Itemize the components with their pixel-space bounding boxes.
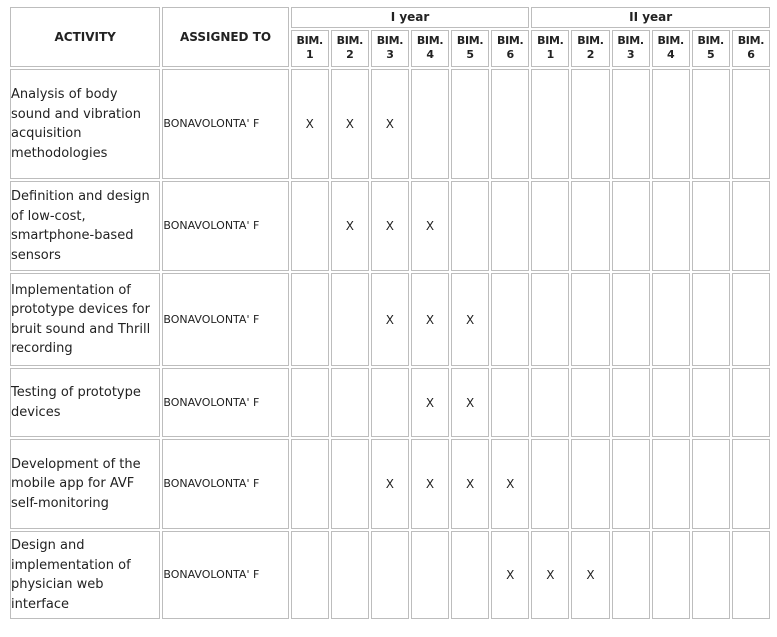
bimester-mark-cell xyxy=(732,181,770,271)
bimester-number: 3 xyxy=(626,48,635,62)
bimester-mark-cell xyxy=(571,273,609,366)
bimester-number: 6 xyxy=(506,48,514,62)
bimester-label: BIM. xyxy=(497,34,524,48)
assigned-to-cell: BONAVOLONTA' F xyxy=(162,531,288,619)
bimester-header xyxy=(371,30,409,67)
activity-cell: Definition and design of low-cost, smartphone-based sensors xyxy=(10,181,160,271)
activity-cell: Implementation of prototype devices for bruit sound and Thrill recording xyxy=(10,273,160,366)
bimester-mark-cell xyxy=(451,531,489,619)
activity-cell: Analysis of body sound and vibration acquisition methodologies xyxy=(10,69,160,179)
bimester-mark-cell: X xyxy=(411,273,449,366)
activity-cell: Development of the mobile app for AVF self-monitoring xyxy=(10,439,160,529)
bimester-mark-cell: X xyxy=(371,69,409,179)
bimester-mark-cell xyxy=(692,531,730,619)
bimester-header xyxy=(331,30,369,67)
bimester-mark-cell xyxy=(612,69,650,179)
bimester-number: 5 xyxy=(707,48,715,62)
bimester-mark-cell xyxy=(291,439,329,529)
bimester-label: BIM. xyxy=(737,34,765,48)
bimester-number: 3 xyxy=(386,48,394,62)
bimester-mark-cell: X xyxy=(451,273,489,366)
bimester-header xyxy=(491,30,529,67)
bimester-label: BIM. xyxy=(537,34,564,48)
bimester-mark-cell xyxy=(531,69,569,179)
bimester-mark-cell xyxy=(571,69,609,179)
bimester-number: 4 xyxy=(426,48,434,62)
bimester-mark-cell xyxy=(531,439,569,529)
bimester-header xyxy=(692,30,730,67)
bimester-mark-cell xyxy=(531,368,569,437)
bimester-mark-cell: X xyxy=(371,273,409,366)
bimester-number: 1 xyxy=(546,48,555,62)
bimester-mark-cell xyxy=(652,273,690,366)
bimester-label: BIM. xyxy=(336,34,364,48)
bimester-mark-cell xyxy=(331,531,369,619)
bimester-mark-cell xyxy=(612,439,650,529)
bimester-mark-cell xyxy=(732,368,770,437)
bimester-mark-cell xyxy=(571,368,609,437)
bimester-number: 1 xyxy=(306,48,314,62)
bimester-number: 2 xyxy=(346,48,354,62)
bimester-mark-cell: X xyxy=(491,439,529,529)
bimester-mark-cell xyxy=(411,69,449,179)
bimester-label: BIM. xyxy=(617,34,644,48)
bimester-mark-cell xyxy=(331,273,369,366)
table-row xyxy=(10,531,770,619)
bimester-label: BIM. xyxy=(296,34,323,48)
bimester-mark-cell xyxy=(291,181,329,271)
bimester-mark-cell xyxy=(692,181,730,271)
bimester-mark-cell: X xyxy=(331,181,369,271)
activity-schedule-table xyxy=(8,5,772,621)
bimester-mark-cell: X xyxy=(371,439,409,529)
bimester-mark-cell: X xyxy=(451,368,489,437)
assigned-to-cell: BONAVOLONTA' F xyxy=(162,181,288,271)
bimester-mark-cell xyxy=(652,439,690,529)
bimester-mark-cell xyxy=(612,368,650,437)
table-row xyxy=(10,273,770,366)
bimester-mark-cell xyxy=(652,181,690,271)
bimester-mark-cell xyxy=(491,368,529,437)
bimester-header xyxy=(451,30,489,67)
assigned-to-cell: BONAVOLONTA' F xyxy=(162,368,288,437)
header-row-years xyxy=(10,7,770,28)
table-row xyxy=(10,439,770,529)
bimester-number: 6 xyxy=(747,48,755,62)
bimester-mark-cell xyxy=(732,273,770,366)
activity-cell: Design and implementation of physician web interface xyxy=(10,531,160,619)
bimester-mark-cell: X xyxy=(331,69,369,179)
bimester-mark-cell xyxy=(652,368,690,437)
bimester-mark-cell xyxy=(612,181,650,271)
assigned-to-cell: BONAVOLONTA' F xyxy=(162,273,288,366)
table-row xyxy=(10,181,770,271)
bimester-mark-cell: X xyxy=(411,439,449,529)
bimester-mark-cell: X xyxy=(411,181,449,271)
bimester-header xyxy=(732,30,770,67)
table-row xyxy=(10,69,770,179)
assigned-to-cell: BONAVOLONTA' F xyxy=(162,69,288,179)
bimester-mark-cell xyxy=(331,439,369,529)
bimester-header xyxy=(652,30,690,67)
bimester-mark-cell: X xyxy=(571,531,609,619)
bimester-mark-cell xyxy=(371,368,409,437)
bimester-mark-cell xyxy=(451,181,489,271)
activity-cell: Testing of prototype devices xyxy=(10,368,160,437)
bimester-mark-cell xyxy=(491,181,529,271)
bimester-label: BIM. xyxy=(657,34,684,48)
bimester-mark-cell xyxy=(531,273,569,366)
bimester-mark-cell xyxy=(531,181,569,271)
bimester-label: BIM. xyxy=(416,34,444,48)
bimester-mark-cell xyxy=(411,531,449,619)
bimester-mark-cell xyxy=(571,181,609,271)
bimester-number: 4 xyxy=(666,48,675,62)
bimester-mark-cell xyxy=(652,69,690,179)
bimester-mark-cell xyxy=(692,69,730,179)
bimester-number: 5 xyxy=(466,48,474,62)
bimester-mark-cell xyxy=(491,273,529,366)
bimester-header xyxy=(531,30,569,67)
bimester-mark-cell: X xyxy=(531,531,569,619)
bimester-mark-cell xyxy=(291,531,329,619)
bimester-mark-cell: X xyxy=(451,439,489,529)
bimester-label: BIM. xyxy=(697,34,724,48)
bimester-mark-cell xyxy=(451,69,489,179)
bimester-header xyxy=(571,30,609,67)
bimester-header xyxy=(411,30,449,67)
bimester-header xyxy=(291,30,329,67)
bimester-mark-cell: X xyxy=(371,181,409,271)
bimester-mark-cell: X xyxy=(411,368,449,437)
bimester-mark-cell xyxy=(331,368,369,437)
bimester-number: 2 xyxy=(586,48,595,62)
bimester-mark-cell xyxy=(571,439,609,529)
bimester-mark-cell xyxy=(692,273,730,366)
assigned-to-cell: BONAVOLONTA' F xyxy=(162,439,288,529)
assigned-to-column-header: ASSIGNED TO xyxy=(162,7,288,67)
bimester-mark-cell xyxy=(692,368,730,437)
bimester-mark-cell xyxy=(371,531,409,619)
table-row xyxy=(10,368,770,437)
bimester-mark-cell xyxy=(291,368,329,437)
bimester-mark-cell xyxy=(652,531,690,619)
activity-column-header: ACTIVITY xyxy=(10,7,160,67)
year-2-header: II year xyxy=(531,7,770,28)
bimester-mark-cell xyxy=(692,439,730,529)
bimester-mark-cell xyxy=(732,531,770,619)
bimester-mark-cell xyxy=(491,69,529,179)
bimester-label: BIM. xyxy=(376,34,404,48)
bimester-mark-cell xyxy=(732,69,770,179)
bimester-label: BIM. xyxy=(577,34,604,48)
bimester-mark-cell xyxy=(291,273,329,366)
table-body xyxy=(10,69,770,619)
bimester-header xyxy=(612,30,650,67)
bimester-mark-cell: X xyxy=(291,69,329,179)
year-1-header: I year xyxy=(291,7,530,28)
bimester-mark-cell xyxy=(612,273,650,366)
bimester-mark-cell xyxy=(732,439,770,529)
bimester-mark-cell: X xyxy=(491,531,529,619)
bimester-mark-cell xyxy=(612,531,650,619)
bimester-label: BIM. xyxy=(456,34,484,48)
